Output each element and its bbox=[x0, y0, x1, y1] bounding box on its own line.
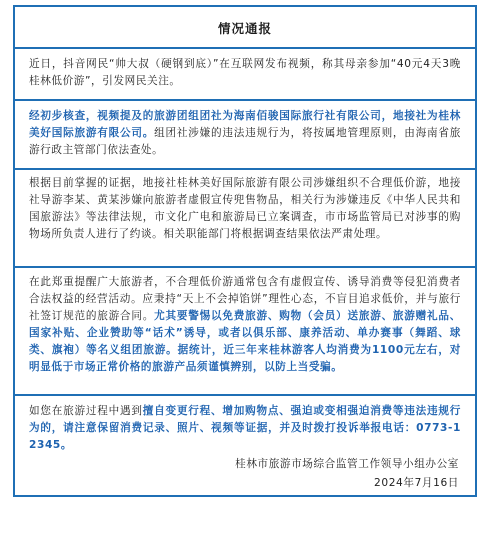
notice-title: 情况通报 bbox=[217, 21, 272, 36]
signature-org: 桂林市旅游市场综合监管工作领导小组办公室 bbox=[235, 458, 459, 470]
divider bbox=[15, 47, 475, 49]
paragraph-complaint bbox=[29, 403, 461, 454]
divider bbox=[15, 394, 475, 396]
paragraph-investigation-rest: 组团社涉嫌的违法违规行为，将按属地管理原则，由海南省旅游行政主管部门依法查处。 bbox=[29, 127, 461, 156]
highlight-investigation: 经初步核查，视频提及的旅游团组团社为海南佰骏国际旅行社有限公司，地接社为桂林美好国际旅游有限公司。 bbox=[29, 110, 461, 139]
divider bbox=[15, 99, 475, 101]
signature-date: 2024年7月16日 bbox=[374, 477, 459, 489]
paragraph-reminder bbox=[29, 274, 461, 376]
paragraph-complaint-text: 如您在旅游过程中遇到 bbox=[29, 405, 143, 417]
paragraph-evidence: 根据目前掌握的证据，地接社桂林美好国际旅游有限公司涉嫌组织不合理低价游，地接社导游李某、黄某涉嫌向旅游者虚假宣传兜售物品，相关行为涉嫌违反《中华人民共和国旅游法》等法律法规，市文化广电和旅游局已立案调查，市市场监管局已对涉事的购物场所负责人进行了约谈。相关职能部门将根据调查结果依法严肃处理。 bbox=[29, 177, 461, 240]
paragraph-investigation bbox=[29, 108, 461, 159]
highlight-complaint: 擅自变更行程、增加购物点、强迫或变相强迫消费等违法违规行为的，请注意保留消费记录、照片、视频等证据，并及时拨打投诉举报电话：0773-12345。 bbox=[29, 405, 461, 451]
notice-frame bbox=[13, 5, 477, 497]
paragraph-reminder-text: 在此郑重提醒广大旅游者，不合理低价游通常包含有虚假宣传、诱导消费等侵犯消费者合法权益的经营活动。应秉持“天上不会掉馅饼”理性心态，不盲目追求低价，并与旅行社签订规范的旅游合同。 bbox=[29, 276, 461, 322]
divider bbox=[15, 266, 475, 268]
divider bbox=[15, 168, 475, 170]
paragraph-intro: 近日，抖音网民“帅大叔（硬钢到底）”在互联网发布视频，称其母亲参加“40元4天3晚桂林低价游”，引发网民关注。 bbox=[29, 58, 461, 87]
highlight-warning: 尤其要警惕以免费旅游、购物（会员）送旅游、旅游赠礼品、国家补贴、企业赞助等“话术”诱导，或者以俱乐部、康养活动、单办赛事（舞蹈、球类、旗袍）等名义组团旅游。据统计，近三年来桂林游客人均消费为1100元左右，对明显低于市场正常价格的旅游产品须谨慎辨别，以防上当受骗。 bbox=[29, 310, 461, 373]
